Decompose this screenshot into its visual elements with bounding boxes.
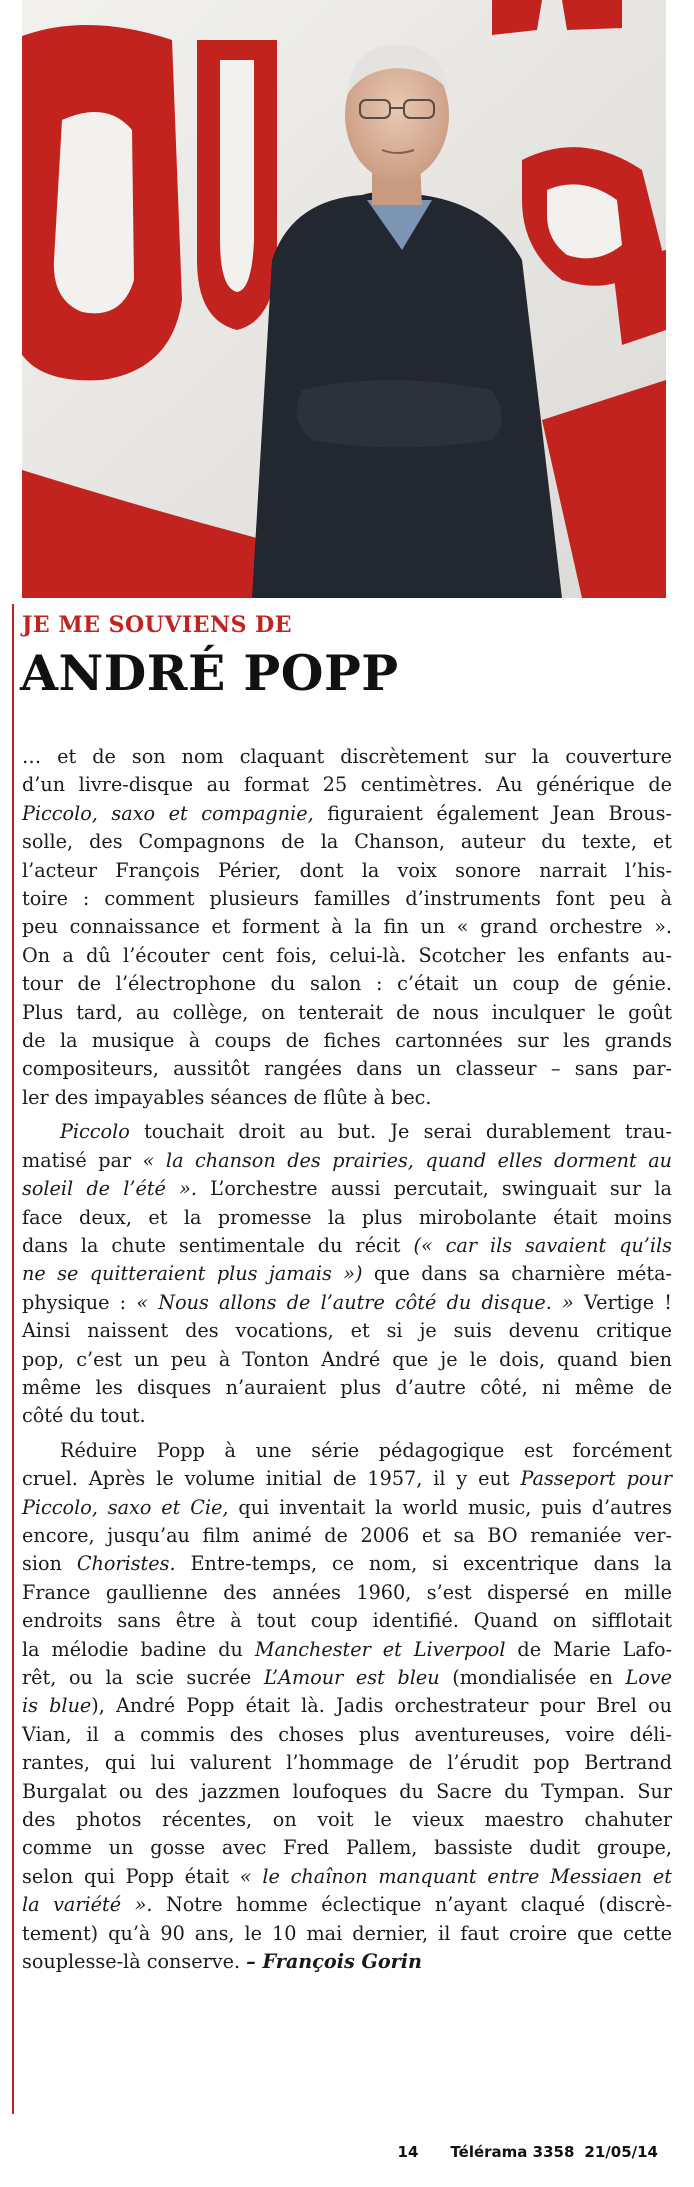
text-line <box>22 1402 672 1430</box>
text-run: Ainsi naissent des vocations, et si je suis devenu critique <box>22 1319 672 1343</box>
text-run: des photos récentes, on voit le vieux maestro chahuter <box>22 1808 672 1832</box>
text-line <box>22 1550 672 1578</box>
text-run: face deux, et la promesse la plus mirobolante était moins <box>22 1205 672 1229</box>
text-line <box>22 913 672 941</box>
page-footer <box>388 2143 658 2161</box>
text-run: Vertige ! <box>573 1290 673 1314</box>
author-signature: – François Gorin <box>246 1950 423 1974</box>
italic-text: ne se quitteraient plus jamais ») <box>22 1262 363 1286</box>
italic-text: L’Amour est bleu <box>263 1666 440 1689</box>
text-line <box>22 1636 672 1664</box>
text-run: … et de son nom claquant discrètement sur la couverture <box>22 745 672 768</box>
text-run: pop, c’est un peu à Tonton André que je le dois, quand bien <box>22 1347 672 1371</box>
issue-date: 21/05/14 <box>584 2143 658 2161</box>
text-line <box>22 1920 672 1948</box>
text-line <box>22 1664 672 1692</box>
text-run: dans la chute sentimentale du récit <box>22 1233 414 1257</box>
text-line <box>22 1084 672 1112</box>
text-run: selon qui Popp était <box>22 1864 240 1888</box>
text-line <box>22 1118 672 1146</box>
text-run: France gaullienne des années 1960, s’est dispersé en mille <box>22 1580 672 1604</box>
text-run: même les disques n’auraient plus d’autre côté, ni même de <box>22 1375 672 1399</box>
text-run: Réduire Popp à une série pédagogique est forcément <box>60 1438 672 1462</box>
text-run: ler des impayables séances de flûte à bec. <box>22 1085 432 1109</box>
text-run: cruel. Après le volume initial de 1957, il y eut <box>22 1467 521 1491</box>
italic-text: (« car ils savaient qu’ils <box>413 1233 672 1257</box>
text-line <box>22 1027 672 1055</box>
text-run: rêt, ou la scie sucrée <box>22 1666 264 1689</box>
text-run: Vian, il a commis des choses plus aventureuses, voire déli- <box>22 1722 672 1746</box>
italic-text: « Nous allons de l’autre côté du disque. » <box>136 1290 574 1314</box>
text-run: côté du tout. <box>22 1404 146 1428</box>
text-line <box>22 1692 672 1720</box>
text-line <box>22 1721 672 1749</box>
text-run: comme un gosse avec Fred Pallem, bassiste dudit groupe, <box>22 1836 672 1860</box>
text-run: tement) qu’à 90 ans, le 10 mai dernier, il faut croire que cette <box>22 1921 672 1945</box>
text-line <box>22 857 672 885</box>
text-line <box>22 1579 672 1607</box>
text-line <box>22 999 672 1027</box>
text-run: Entre-temps, ce nom, si excentrique dans la <box>175 1552 672 1576</box>
text-run: l’acteur François Périer, dont la voix sonore narrait l’his- <box>22 858 672 882</box>
text-run: Notre homme éclectique n’ayant claqué (discrè- <box>152 1893 673 1917</box>
text-run: encore, jusqu’au film animé de 2006 et sa BO remaniée ver- <box>22 1523 672 1547</box>
text-run: que dans sa charnière méta- <box>362 1262 672 1286</box>
text-line <box>22 1374 672 1402</box>
page-number: 14 <box>397 2143 419 2161</box>
text-line <box>22 1147 672 1175</box>
italic-text: Piccolo <box>60 1120 130 1144</box>
text-run: matisé par <box>22 1148 143 1172</box>
text-line <box>22 1204 672 1232</box>
text-line <box>22 800 672 828</box>
italic-text: Choristes. <box>76 1552 176 1576</box>
portrait-illustration <box>22 0 666 598</box>
text-line <box>22 1494 672 1522</box>
text-line <box>22 1607 672 1635</box>
text-run: touchait droit au but. Je serai durablement trau- <box>129 1120 672 1144</box>
text-line <box>22 942 672 970</box>
text-run: la mélodie badine du <box>22 1637 255 1661</box>
paragraph <box>22 743 672 1112</box>
text-line <box>22 743 672 771</box>
text-run: endroits sans être à tout coup identifié. Quand on sifflotait <box>22 1609 672 1633</box>
article-body <box>22 743 672 1976</box>
italic-text: is blue <box>22 1694 92 1718</box>
text-line <box>22 1175 672 1203</box>
headline: ANDRÉ POPP <box>20 644 399 702</box>
italic-text: Piccolo, saxo et Cie, <box>22 1495 229 1519</box>
text-run: sion <box>22 1552 77 1576</box>
text-run: peu connaissance et forment à la fin un « grand orchestre ». <box>22 915 672 939</box>
italic-text: soleil de l’été ». <box>22 1177 197 1201</box>
text-run: toire : comment plusieurs familles d’instruments font peu à <box>22 887 672 911</box>
text-line <box>22 1863 672 1891</box>
italic-text: Manchester et Liverpool <box>254 1637 506 1661</box>
text-line <box>22 1749 672 1777</box>
text-line <box>22 771 672 799</box>
left-accent-rule <box>12 604 14 2114</box>
text-line <box>22 885 672 913</box>
text-line <box>22 1891 672 1919</box>
text-line <box>22 1834 672 1862</box>
text-line <box>22 1778 672 1806</box>
italic-text: « la chanson des prairies, quand elles dorment au <box>142 1148 672 1172</box>
text-line <box>22 1806 672 1834</box>
text-run: qui inventait la world music, puis d’autres <box>228 1495 672 1519</box>
text-line <box>22 1948 672 1976</box>
text-line <box>22 1346 672 1374</box>
text-run: rantes, qui lui valurent l’hommage de l’érudit pop Bertrand <box>22 1751 672 1775</box>
text-line <box>22 1317 672 1345</box>
text-run: ), André Popp était là. Jadis orchestrateur pour Brel ou <box>91 1694 672 1718</box>
publication-name: Télérama 3358 <box>450 2143 575 2161</box>
text-run: Plus tard, au collège, on tenterait de nous inculquer le goût <box>22 1000 672 1024</box>
text-run: figuraient également Jean Brous- <box>313 801 672 825</box>
italic-text: Love <box>625 1666 672 1689</box>
text-line <box>22 1055 672 1083</box>
text-run: solle, des Compagnons de la Chanson, auteur du texte, et <box>22 830 672 854</box>
text-line <box>22 970 672 998</box>
text-line <box>22 1522 672 1550</box>
text-line <box>22 1232 672 1260</box>
text-run: tour de l’électrophone du salon : c’était un coup de génie. <box>22 972 672 996</box>
text-run: On a dû l’écouter cent fois, celui-là. Scotcher les enfants au- <box>22 943 672 967</box>
text-line <box>22 1260 672 1288</box>
text-line <box>22 1465 672 1493</box>
text-run: L’orchestre aussi percutait, swinguait sur la <box>196 1177 672 1201</box>
text-run: de Marie Lafo- <box>505 1637 672 1661</box>
text-run: (mondialisée en <box>439 1666 626 1689</box>
portrait-photo <box>22 0 666 598</box>
italic-text: Piccolo, saxo et compagnie, <box>22 801 314 825</box>
text-line <box>22 1437 672 1465</box>
italic-text: la variété ». <box>22 1893 153 1917</box>
italic-text: Passeport pour <box>520 1467 672 1491</box>
text-run: compositeurs, aussitôt rangées dans un classeur – sans par- <box>22 1057 672 1081</box>
text-run: physique : <box>22 1290 137 1314</box>
kicker: JE ME SOUVIENS DE <box>22 612 292 638</box>
text-run: Burgalat ou des jazzmen loufoques du Sacre du Tympan. Sur <box>22 1779 672 1803</box>
italic-text: « le chaînon manquant entre Messiaen et <box>239 1864 672 1888</box>
paragraph <box>22 1118 672 1430</box>
text-run: souplesse-là conserve. <box>22 1950 247 1974</box>
paragraph <box>22 1437 672 1977</box>
text-line <box>22 828 672 856</box>
text-run: d’un livre-disque au format 25 centimètres. Au générique de <box>22 773 672 797</box>
text-line <box>22 1289 672 1317</box>
text-run: de la musique à coups de fiches cartonnées sur les grands <box>22 1029 672 1053</box>
